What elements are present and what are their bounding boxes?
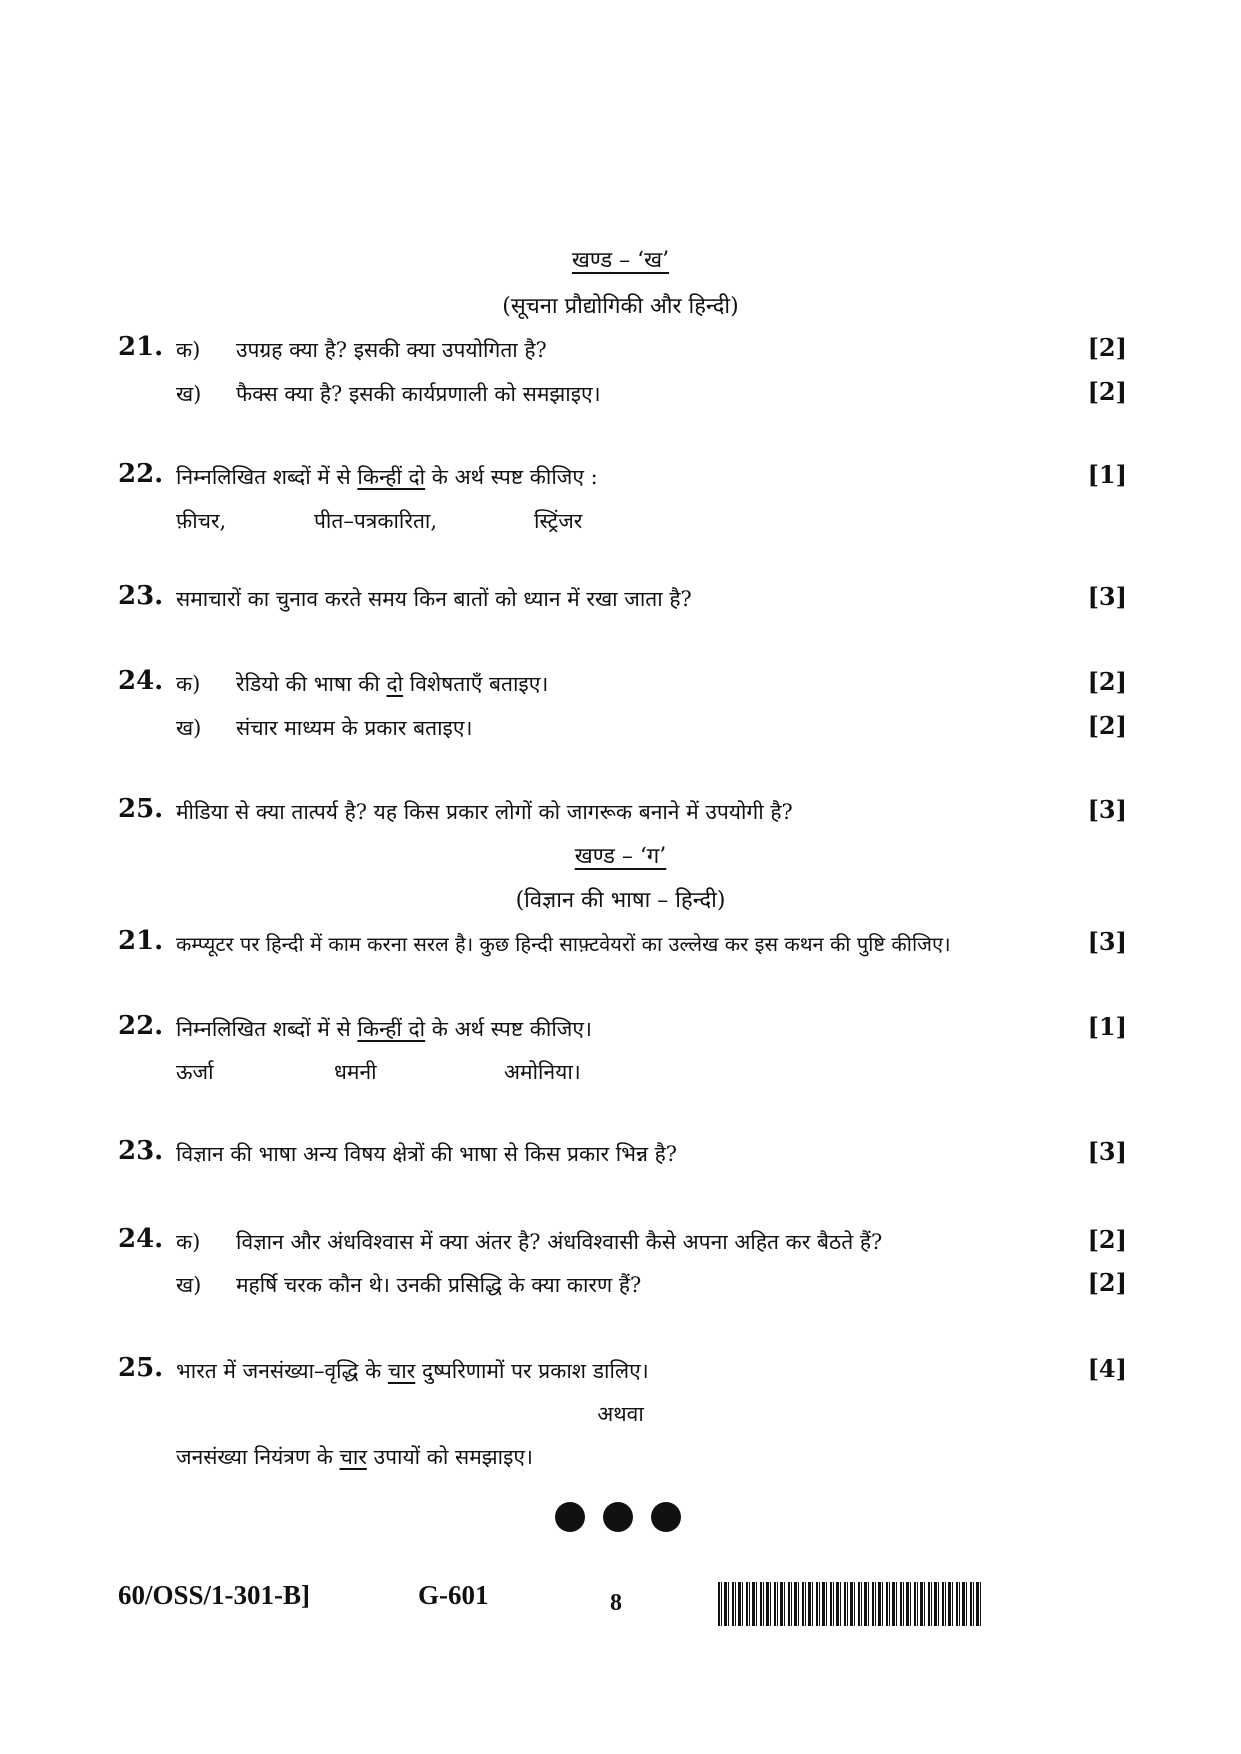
word-option: पीत–पत्रकारिता,	[314, 509, 438, 533]
end-dot	[651, 1502, 681, 1532]
sub-label: क)	[176, 672, 201, 696]
marks: [3]	[1087, 582, 1127, 611]
question-number: 23.	[118, 581, 164, 611]
marks: [1]	[1087, 460, 1127, 489]
question-text: उपग्रह क्या है? इसकी क्या उपयोगिता है?	[236, 338, 547, 362]
question-text: कम्प्यूटर पर हिन्दी में काम करना सरल है। कुछ हिन्दी साफ़्टवेयरों का उल्लेख कर इस कथन की पुष्टि कीजिए।	[176, 932, 951, 956]
marks: [3]	[1087, 1137, 1127, 1166]
question-number: 24.	[118, 666, 164, 696]
sub-label: ख)	[176, 382, 202, 406]
sub-label: ख)	[176, 1273, 202, 1297]
word-option: फ़ीचर,	[176, 509, 227, 533]
section-kha-subtitle: (सूचना प्रौद्योगिकी और हिन्दी)	[502, 294, 739, 319]
marks: [2]	[1087, 1268, 1127, 1297]
marks: [2]	[1087, 333, 1127, 362]
word-option: धमनी	[334, 1060, 377, 1084]
question-number: 23.	[118, 1136, 164, 1166]
question-text: जनसंख्या नियंत्रण के चार उपायों को समझाइए।	[176, 1445, 533, 1469]
question-text: रेडियो की भाषा की दो विशेषताएँ बताइए।	[236, 672, 549, 696]
question-text: महर्षि चरक कौन थे। उनकी प्रसिद्धि के क्या कारण हैं?	[236, 1273, 642, 1297]
question-number: 22.	[118, 1011, 164, 1041]
question-text: फैक्स क्या है? इसकी कार्यप्रणाली को समझाइए।	[236, 382, 601, 406]
series-code: G-601	[418, 1580, 489, 1610]
section-ga-subtitle: (विज्ञान की भाषा – हिन्दी)	[515, 888, 726, 913]
question-text: विज्ञान की भाषा अन्य विषय क्षेत्रों की भाषा से किस प्रकार भिन्न है?	[176, 1142, 678, 1166]
marks: [2]	[1087, 1225, 1127, 1254]
question-text: संचार माध्यम के प्रकार बताइए।	[236, 716, 473, 740]
question-text: समाचारों का चुनाव करते समय किन बातों को ध्यान में रखा जाता है?	[176, 587, 692, 611]
question-number: 21.	[118, 926, 164, 956]
word-option: अमोनिया।	[504, 1060, 581, 1084]
question-text: भारत में जनसंख्या–वृद्धि के चार दुष्परिणामों पर प्रकाश डालिए।	[176, 1359, 649, 1383]
marks: [2]	[1087, 667, 1127, 696]
word-option: स्ट्रिंजर	[534, 509, 583, 533]
barcode	[718, 1582, 982, 1626]
end-dot	[555, 1502, 585, 1532]
marks: [4]	[1087, 1354, 1127, 1383]
word-option: ऊर्जा	[176, 1060, 214, 1084]
marks: [3]	[1087, 927, 1127, 956]
marks: [2]	[1087, 711, 1127, 740]
page-number: 8	[610, 1590, 622, 1616]
section-kha-title: खण्ड – ‘ख’	[571, 248, 670, 273]
question-text: मीडिया से क्या तात्पर्य है? यह किस प्रकार लोगों को जागरूक बनाने में उपयोगी है?	[176, 800, 793, 824]
question-text: निम्नलिखित शब्दों में से किन्हीं दो के अर्थ स्पष्ट कीजिए।	[176, 1017, 592, 1041]
question-number: 24.	[118, 1224, 164, 1254]
question-number: 22.	[118, 459, 164, 489]
marks: [3]	[1087, 795, 1127, 824]
end-dot	[603, 1502, 633, 1532]
marks: [2]	[1087, 377, 1127, 406]
paper-code: 60/OSS/1-301-B]	[118, 1580, 311, 1610]
question-number: 25.	[118, 794, 164, 824]
marks: [1]	[1087, 1012, 1127, 1041]
sub-label: क)	[176, 1230, 201, 1254]
question-text: निम्नलिखित शब्दों में से किन्हीं दो के अर्थ स्पष्ट कीजिए :	[176, 465, 598, 489]
question-number: 25.	[118, 1353, 164, 1383]
question-text: विज्ञान और अंधविश्वास में क्या अंतर है? अंधविश्वासी कैसे अपना अहित कर बैठते हैं?	[236, 1230, 883, 1254]
or-separator: अथवा	[597, 1402, 644, 1426]
sub-label: ख)	[176, 716, 202, 740]
sub-label: क)	[176, 338, 201, 362]
question-number: 21.	[118, 332, 164, 362]
section-ga-title: खण्ड – ‘ग’	[574, 844, 667, 869]
